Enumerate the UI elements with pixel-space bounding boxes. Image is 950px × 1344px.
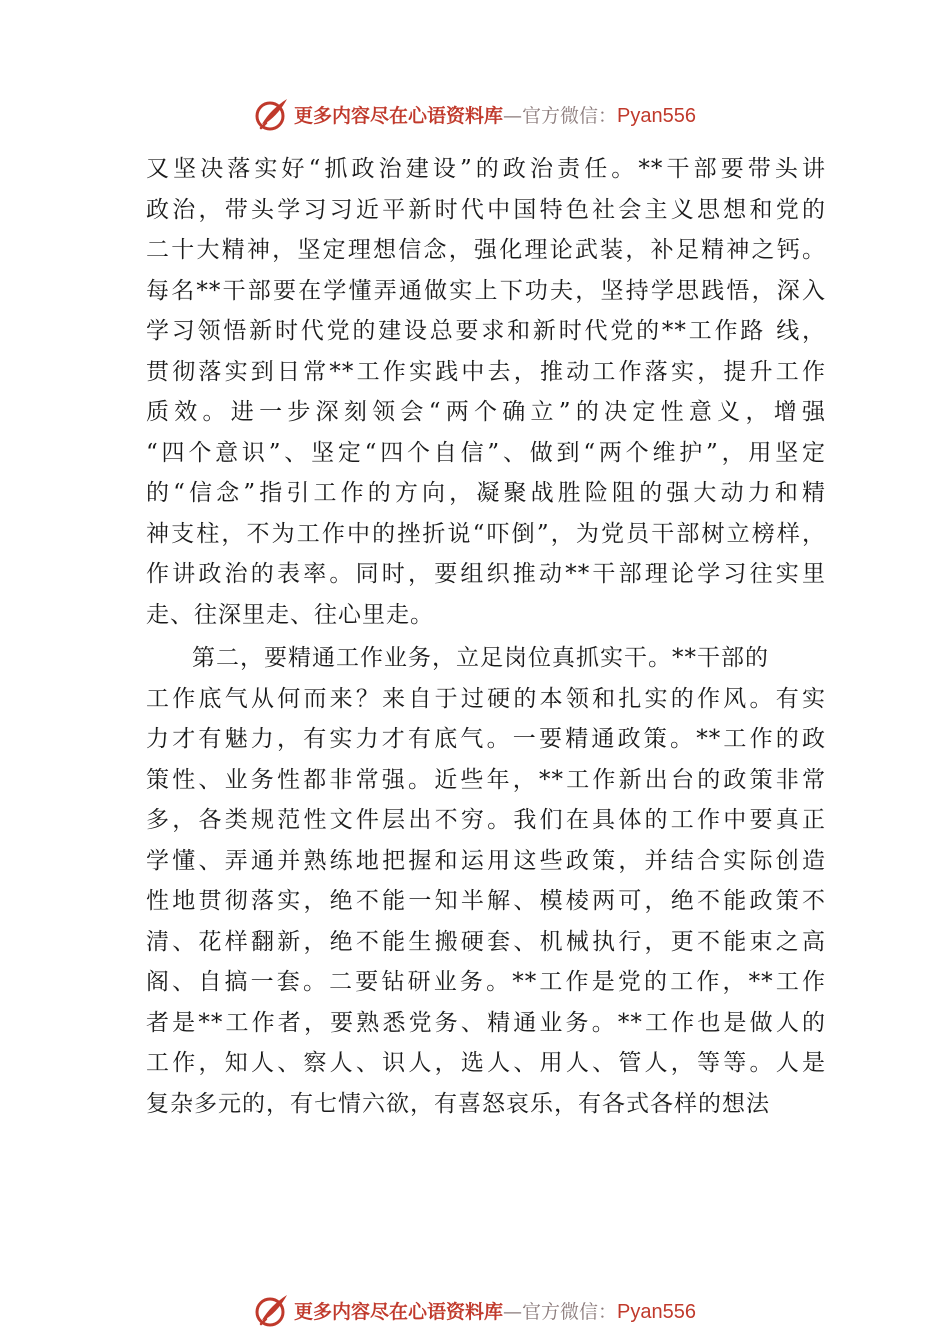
text-line: 二十大精神，坚定理想信念，强化理论武装，补足精神之钙。 — [146, 237, 826, 263]
text-line: 阁、自搞一套。二要钻研业务。**工作是党的工作，**工作 — [146, 969, 826, 995]
text-line: 性地贯彻落实，绝不能一知半解、模棱两可，绝不能政策不 — [146, 888, 826, 914]
text-line: 多，各类规范性文件层出不穷。我们在具体的工作中要真正 — [146, 807, 826, 833]
banner-main-text: 更多内容尽在心语资料库 — [294, 104, 504, 127]
banner-wechat-id: Pyan556 — [617, 1300, 696, 1323]
text-line: 学习领悟新时代党的建设总要求和新时代党的**工作路 线， — [146, 318, 826, 344]
banner-wechat-id: Pyan556 — [617, 104, 696, 127]
text-line: 工作底气从何而来？来自于过硬的本领和扎实的作风。有实 — [146, 685, 826, 712]
text-line: 者是**工作者，要熟悉党务、精通业务。**工作也是做人的 — [146, 1009, 826, 1036]
header-banner — [0, 94, 950, 134]
banner-main-text: 更多内容尽在心语资料库 — [294, 1300, 504, 1323]
text-line: 策性、业务性都非常强。近些年，**工作新出台的政策非常 — [146, 766, 826, 793]
text-line: 清、花样翻新，绝不能生搬硬套、机械执行，更不能束之高 — [146, 928, 826, 955]
text-line: 神支柱，不为工作中的挫折说“吓倒”，为党员干部树立榜样， — [146, 520, 826, 547]
text-line: 每名**干部要在学懂弄通做实上下功夫，坚持学思践悟，深入 — [146, 277, 826, 304]
quill-pen-logo-icon — [254, 96, 290, 132]
text-line: 又坚决落实好“抓政治建设”的政治责任。**干部要带头讲 — [146, 156, 826, 182]
paragraph-2 — [146, 638, 826, 1124]
text-line: 复杂多元的，有七情六欲，有喜怒哀乐，有各式各样的想法 — [146, 1090, 770, 1117]
text-line: 力才有魅力，有实力才有底气。一要精通政策。**工作的政 — [146, 726, 826, 752]
banner-text — [294, 101, 696, 128]
text-line: 的“信念”指引工作的方向，凝聚战胜险阻的强大动力和精 — [146, 480, 826, 506]
footer-banner — [0, 1290, 950, 1330]
text-line: 质效。进一步深刻领会“两个确立”的决定性意义，增强 — [146, 399, 826, 425]
text-line: 走、往深里走、往心里走。 — [146, 601, 434, 628]
text-line: 工作，知人、察人、识人，选人、用人、管人，等等。人是 — [146, 1050, 826, 1076]
banner-sub-text: —官方微信： — [503, 104, 618, 127]
quill-pen-logo-icon — [254, 1292, 290, 1328]
text-line: 第二，要精通工作业务，立足岗位真抓实干。**干部的 — [192, 645, 769, 671]
text-line: 政治，带头学习习近平新时代中国特色社会主义思想和党的 — [146, 196, 826, 223]
document-body — [146, 149, 826, 1124]
text-line: 贯彻落实到日常**工作实践中去，推动工作落实，提升工作 — [146, 358, 826, 385]
text-line: 作讲政治的表率。同时，要组织推动**干部理论学习往实里 — [146, 561, 826, 587]
text-line: 学懂、弄通并熟练地把握和运用这些政策，并结合实际创造 — [146, 847, 826, 874]
text-line: “四个意识”、坚定“四个自信”、做到“两个维护”，用坚定 — [146, 439, 826, 466]
paragraph-1 — [146, 149, 826, 635]
banner-text — [294, 1297, 696, 1324]
banner-sub-text: —官方微信： — [503, 1300, 618, 1323]
